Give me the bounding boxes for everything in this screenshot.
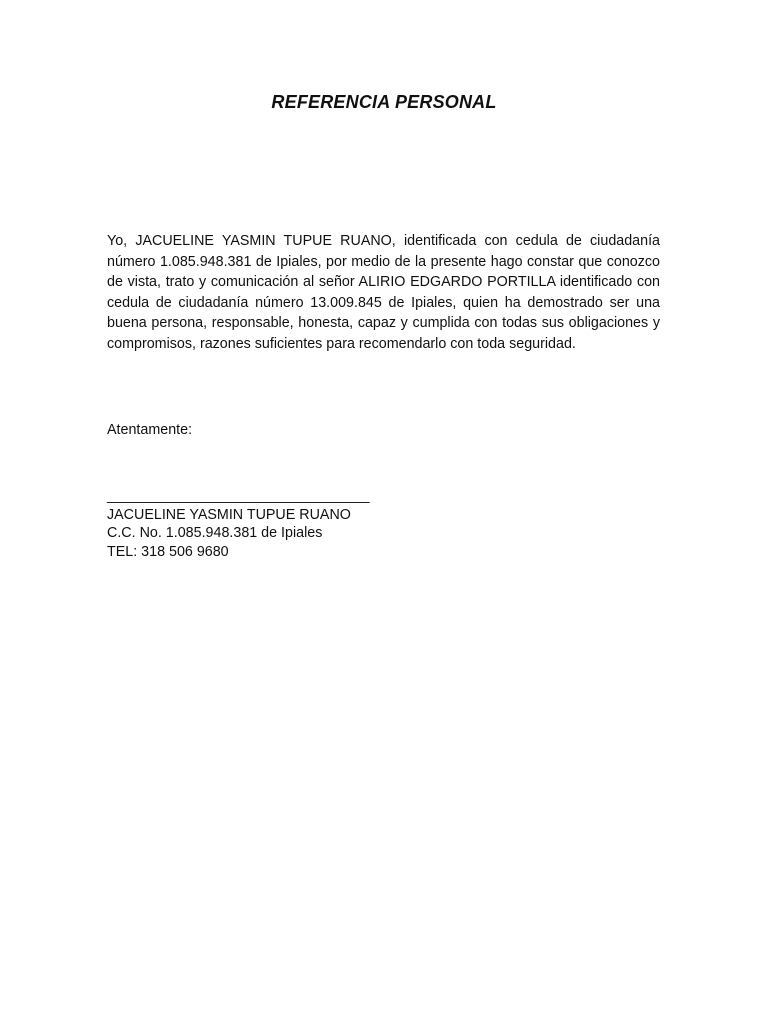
signer-name: JACUELINE YASMIN TUPUE RUANO [107, 506, 351, 523]
signature-line: _________________________________ [107, 488, 370, 504]
closing-salutation: Atentamente: [107, 422, 193, 438]
document-title: REFERENCIA PERSONAL [271, 92, 497, 112]
signer-phone: TEL: 318 506 9680 [107, 543, 229, 560]
signature-block [107, 487, 369, 561]
reference-body-paragraph: Yo, JACUELINE YASMIN TUPUE RUANO, identificada con cedula de ciudadanía número 1.085.948.381 de Ipiales, por medio de la presente hago constar que conozco de vista, trato y comunicación al señor ALIRIO EDGARDO PORTILLA identificado con cedula de ciudadanía número 13.009.845 de Ipiales, quien ha demostrado ser una buena persona, responsable, honesta, capaz y cumplida con todas sus obligaciones y compromisos, razones suficientes para recomendarlo con toda seguridad. [107, 233, 668, 352]
signer-id: C.C. No. 1.085.948.381 de Ipiales [107, 525, 323, 541]
